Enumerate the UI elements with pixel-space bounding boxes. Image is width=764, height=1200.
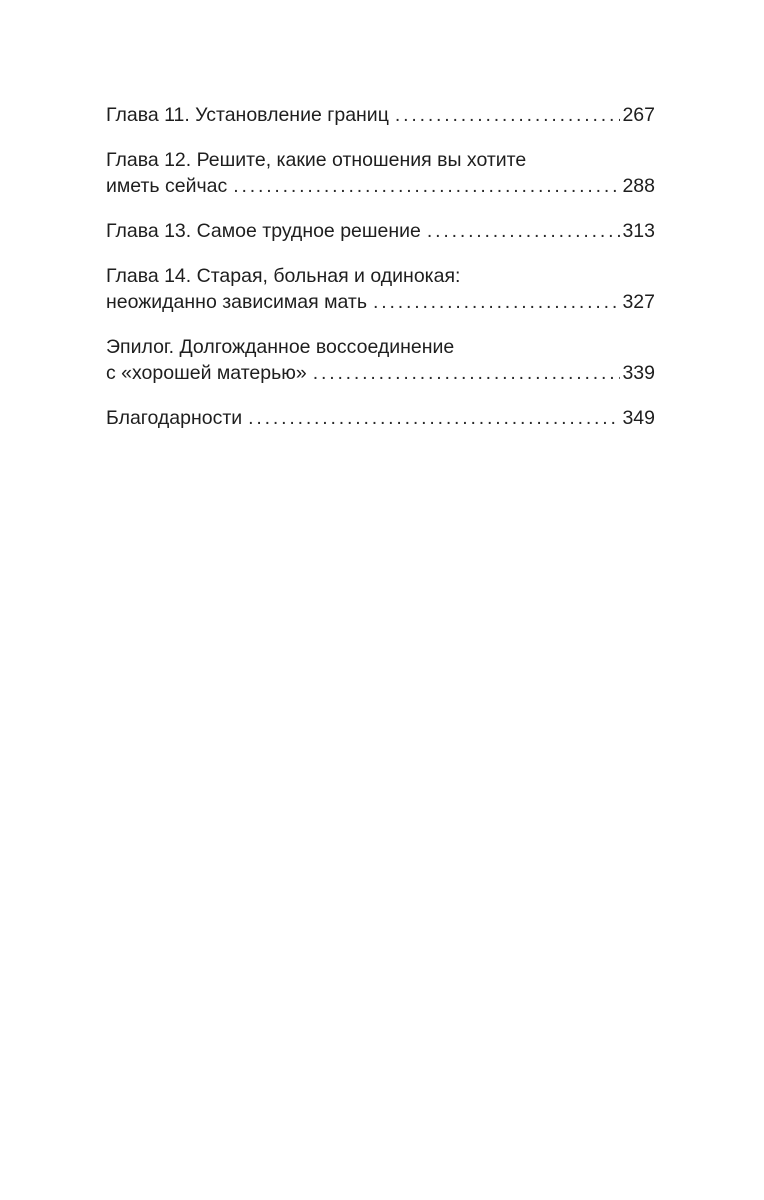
toc-entry-chapter-13 (106, 218, 655, 244)
toc-entry-title-continued: иметь сейчас (106, 175, 228, 197)
toc-entry-line (106, 147, 655, 173)
toc-entry-title: Глава 12. Решите, какие отношения вы хотите (106, 149, 527, 171)
toc-entry-title: Благодарности (106, 407, 243, 429)
toc-entry-chapter-12 (106, 147, 655, 199)
toc-entry-title-continued: неожиданно зависимая мать (106, 291, 368, 313)
toc-entry-line (106, 405, 655, 431)
toc-entry-line (106, 334, 655, 360)
toc-dot-leader (395, 102, 621, 128)
toc-entry-line (106, 360, 655, 386)
toc-entry-line (106, 102, 655, 128)
toc-entry-title: Глава 14. Старая, больная и одинокая: (106, 265, 461, 287)
toc-page-number: 339 (622, 362, 655, 384)
toc-dot-leader (313, 360, 621, 386)
toc-page-number: 288 (622, 175, 655, 197)
toc-entry-title: Глава 13. Самое трудное решение (106, 220, 421, 242)
toc-entry-chapter-11 (106, 102, 655, 128)
toc-entry-acknowledgements (106, 405, 655, 431)
toc-entry-line (106, 289, 655, 315)
toc-entry-line (106, 173, 655, 199)
toc-dot-leader (233, 173, 620, 199)
toc-entry-title-continued: с «хорошей матерью» (106, 362, 307, 384)
toc-entry-line (106, 263, 655, 289)
toc-page-number: 267 (622, 104, 655, 126)
toc-entry-epilogue (106, 334, 655, 386)
toc-page-number: 313 (622, 220, 655, 242)
toc-dot-leader (248, 405, 620, 431)
toc-page-number: 327 (622, 291, 655, 313)
toc-dot-leader (427, 218, 621, 244)
toc-entry-title: Глава 11. Установление границ (106, 104, 389, 126)
toc-dot-leader (373, 289, 620, 315)
toc-page-number: 349 (622, 407, 655, 429)
toc-entry-title: Эпилог. Долгожданное воссоединение (106, 336, 455, 358)
table-of-contents (106, 102, 655, 450)
toc-entry-line (106, 218, 655, 244)
toc-entry-chapter-14 (106, 263, 655, 315)
